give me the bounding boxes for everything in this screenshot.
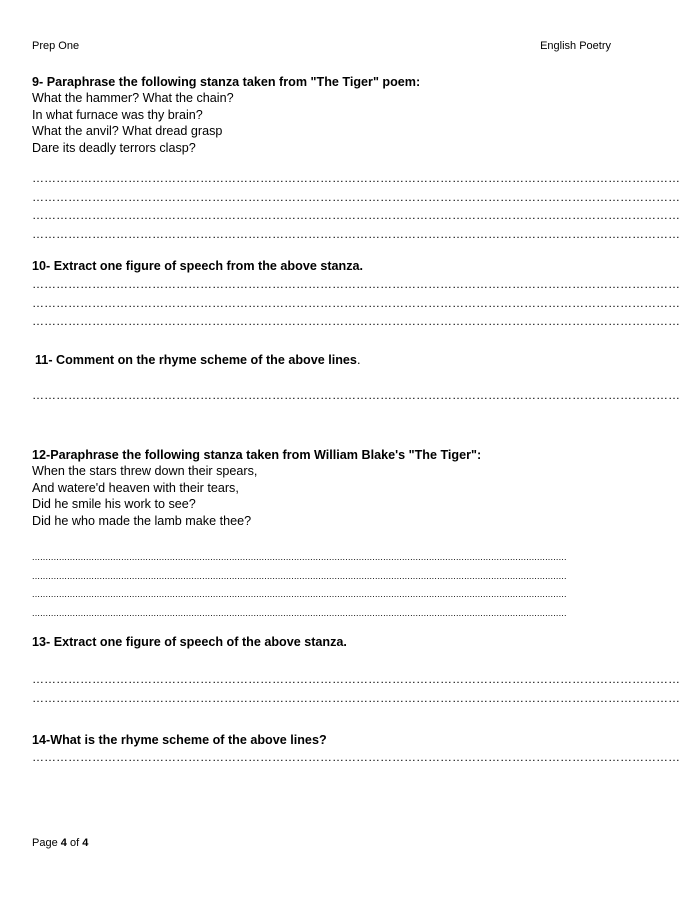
- question-9-prompt: 9- Paraphrase the following stanza taken from "The Tiger" poem:: [32, 75, 421, 89]
- footer-page-word: Page: [32, 837, 58, 849]
- stanza-line: And watere'd heaven with their tears,: [32, 480, 239, 495]
- question-13: [32, 634, 614, 650]
- answer-lines-11: [32, 386, 680, 405]
- question-11-period: .: [356, 353, 361, 367]
- answer-line[interactable]: ………………………………………………………………………………………………………………………………………………: [32, 189, 680, 204]
- footer-page-number: 4: [60, 837, 67, 849]
- answer-line[interactable]: ………………………………………………………………………………………………………………………………………………: [32, 171, 680, 185]
- stanza-line: What the hammer? What the chain?: [32, 91, 234, 105]
- question-10: [32, 258, 614, 274]
- stanza-line: Did he who made the lamb make thee?: [32, 513, 252, 528]
- answer-line[interactable]: ………………………………………………………………………………………………………………………………………………: [32, 277, 680, 291]
- header-right: English Poetry: [540, 40, 611, 52]
- question-11-prompt: [35, 352, 617, 368]
- page-footer: [32, 837, 88, 849]
- question-9: [32, 74, 614, 156]
- answer-line[interactable]: ......................................................................................................................................................................................................: [32, 570, 567, 581]
- question-14: [32, 732, 614, 748]
- answer-line[interactable]: ......................................................................................................................................................................................................: [32, 589, 567, 599]
- question-14-prompt: 14-What is the rhyme scheme of the above lines?: [32, 733, 327, 747]
- stanza-line: Did he smile his work to see?: [32, 497, 196, 512]
- stanza-line: When the stars threw down their spears,: [32, 464, 258, 478]
- answer-line[interactable]: ………………………………………………………………………………………………………………………………………………: [32, 672, 680, 686]
- question-10-prompt: 10- Extract one figure of speech from the above stanza.: [32, 259, 364, 273]
- answer-line[interactable]: ......................................................................................................................................................................................................: [32, 552, 567, 562]
- header-left: Prep One: [32, 40, 80, 52]
- answer-lines-12: [32, 548, 614, 622]
- stanza-line: What the anvil? What dread grasp: [32, 124, 223, 139]
- footer-of-word: of: [69, 837, 80, 849]
- answer-line[interactable]: ………………………………………………………………………………………………………………………………………………: [32, 314, 680, 328]
- answer-line[interactable]: ......................................................................................................................................................................................................: [32, 607, 567, 618]
- question-12-prompt: 12-Paraphrase the following stanza taken from William Blake's "The Tiger":: [32, 448, 482, 462]
- answer-lines-10: [32, 275, 680, 331]
- answer-line[interactable]: ………………………………………………………………………………………………………………………………………………: [32, 750, 680, 764]
- question-11-text: 11- Comment on the rhyme scheme of the above lines: [35, 353, 357, 367]
- stanza-line: In what furnace was thy brain?: [32, 107, 203, 122]
- footer-page-total: 4: [82, 837, 89, 849]
- stanza-line: Dare its deadly terrors clasp?: [32, 140, 196, 155]
- question-11: [35, 352, 617, 368]
- answer-lines-14: [32, 748, 680, 767]
- answer-lines-13: [32, 670, 680, 707]
- answer-line[interactable]: ………………………………………………………………………………………………………………………………………………: [32, 388, 680, 402]
- answer-lines-9: [32, 169, 680, 243]
- answer-line[interactable]: ………………………………………………………………………………………………………………………………………………: [32, 208, 680, 222]
- answer-line[interactable]: ………………………………………………………………………………………………………………………………………………: [32, 226, 680, 241]
- answer-line[interactable]: ………………………………………………………………………………………………………………………………………………: [32, 690, 680, 705]
- question-13-prompt: 13- Extract one figure of speech of the above stanza.: [32, 635, 347, 649]
- answer-line[interactable]: ………………………………………………………………………………………………………………………………………………: [32, 295, 680, 310]
- question-12: [32, 447, 614, 529]
